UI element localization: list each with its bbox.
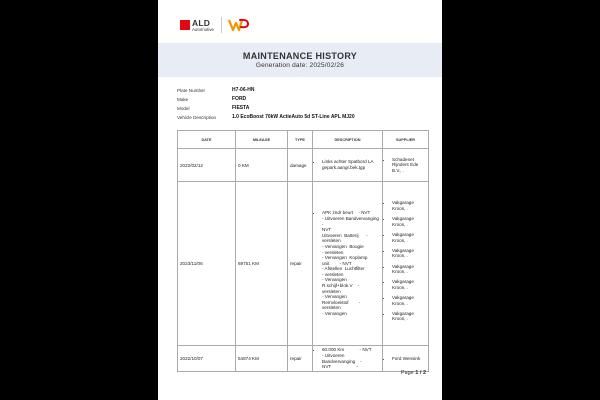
- vehicle-description-label: Vehicle Description: [177, 115, 217, 120]
- table-row: [178, 182, 429, 346]
- plate-number-value: H7-06-HN: [232, 87, 255, 93]
- table-row: [178, 346, 429, 372]
- type-cell: repair: [288, 182, 313, 346]
- vehicle-info-row: [177, 96, 427, 105]
- page-prefix: Page: [400, 370, 414, 376]
- page-total: 2: [422, 370, 426, 376]
- vehicle-description-value: 1.0 EcoBoost 70kW ActieAuto 5d ST-Line APL MJ20: [232, 114, 355, 120]
- logo-divider: [221, 17, 222, 33]
- table-header-row: [178, 131, 429, 149]
- make-value: FORD: [232, 96, 247, 102]
- supplier-item: • Vakgarage Kroon, .: [392, 200, 426, 211]
- supplier-item: • Vakgarage Kroon, .: [392, 279, 426, 290]
- vehicle-info: [177, 87, 427, 123]
- supplier-cell: [383, 346, 429, 372]
- description-cell: [313, 346, 383, 372]
- mileage-cell: 69751 KM: [236, 182, 288, 346]
- date-header: DATE: [178, 131, 236, 149]
- vehicle-info-row: [177, 114, 427, 123]
- plate-number-label: Plate Number: [177, 88, 206, 93]
- supplier-item: • Vakgarage Kroon, .: [392, 232, 426, 243]
- vehicle-info-row: [177, 87, 427, 96]
- generation-date: Generation date: 2025/02/26: [255, 62, 345, 69]
- type-header: TYPE: [288, 131, 313, 149]
- table-row: [178, 149, 429, 182]
- description-item: • 60.000 Km - NVT - Uitvoeren Bandvervanging - NVT -: [322, 347, 380, 369]
- description-cell: [313, 149, 383, 182]
- page-indicator: [401, 370, 426, 376]
- description-item: • APK zndr beurt - NVT - Uitvoeren Bandvervanging - NVT Uitvoeren Batterij - versleten - Vervangen Bougie - versleten - Vervangen Koplamp unit - NVT - Afstellen Luchtfilter - versleten - Vervangen R.schijf+blok.V - versleten - Vervangen Remvloeistof - versleten - Vervangen: [322, 210, 380, 316]
- supplier-item: • Vakgarage Kroon, .: [392, 216, 426, 227]
- mileage-cell: 54874 KM: [236, 346, 288, 372]
- ald-logo-mark: [180, 20, 190, 30]
- mileage-cell: 0 KM: [236, 149, 288, 182]
- mileage-header: MILEAGE: [236, 131, 288, 149]
- model-label: Model: [177, 106, 190, 111]
- supplier-item: • Vakgarage Kroon, .: [392, 248, 426, 259]
- model-value: FIESTA: [232, 105, 250, 111]
- maintenance-table: [177, 130, 429, 372]
- page-separator: /: [419, 370, 422, 376]
- make-label: Make: [177, 97, 189, 102]
- date-cell: 2023/11/06: [178, 182, 236, 346]
- leaseplan-logo: [228, 17, 250, 33]
- supplier-item: • Ford Wensink: [392, 356, 426, 362]
- supplier-item: • Vakgarage Kroon, .: [392, 311, 426, 322]
- description-item: • Links achter Spatbord LA gepark.aangr.bek.tgp: [322, 159, 380, 170]
- title-band: [158, 43, 442, 77]
- supplier-cell: [383, 149, 429, 182]
- ald-logo-subtext: Automotive: [192, 27, 214, 32]
- vehicle-info-row: [177, 105, 427, 114]
- type-cell: damage: [288, 149, 313, 182]
- date-cell: 2022/02/12: [178, 149, 236, 182]
- document-title: MAINTENANCE HISTORY: [242, 51, 358, 61]
- date-cell: 2022/10/07: [178, 346, 236, 372]
- supplier-item: • Vakgarage Kroon, .: [392, 295, 426, 306]
- type-cell: repair: [288, 346, 313, 372]
- page-current: 1: [415, 370, 419, 376]
- supplier-cell: [383, 182, 429, 346]
- description-header: DESCRIPTION: [313, 131, 383, 149]
- ald-logo-text: ALD: [192, 18, 211, 28]
- supplier-header: SUPPLIER: [383, 131, 429, 149]
- supplier-item: • Vakgarage Kroon, .: [392, 264, 426, 275]
- document-page: [158, 0, 442, 400]
- supplier-item: • Schadenet Rijnders Ede B.V., .: [392, 157, 426, 174]
- description-cell: [313, 182, 383, 346]
